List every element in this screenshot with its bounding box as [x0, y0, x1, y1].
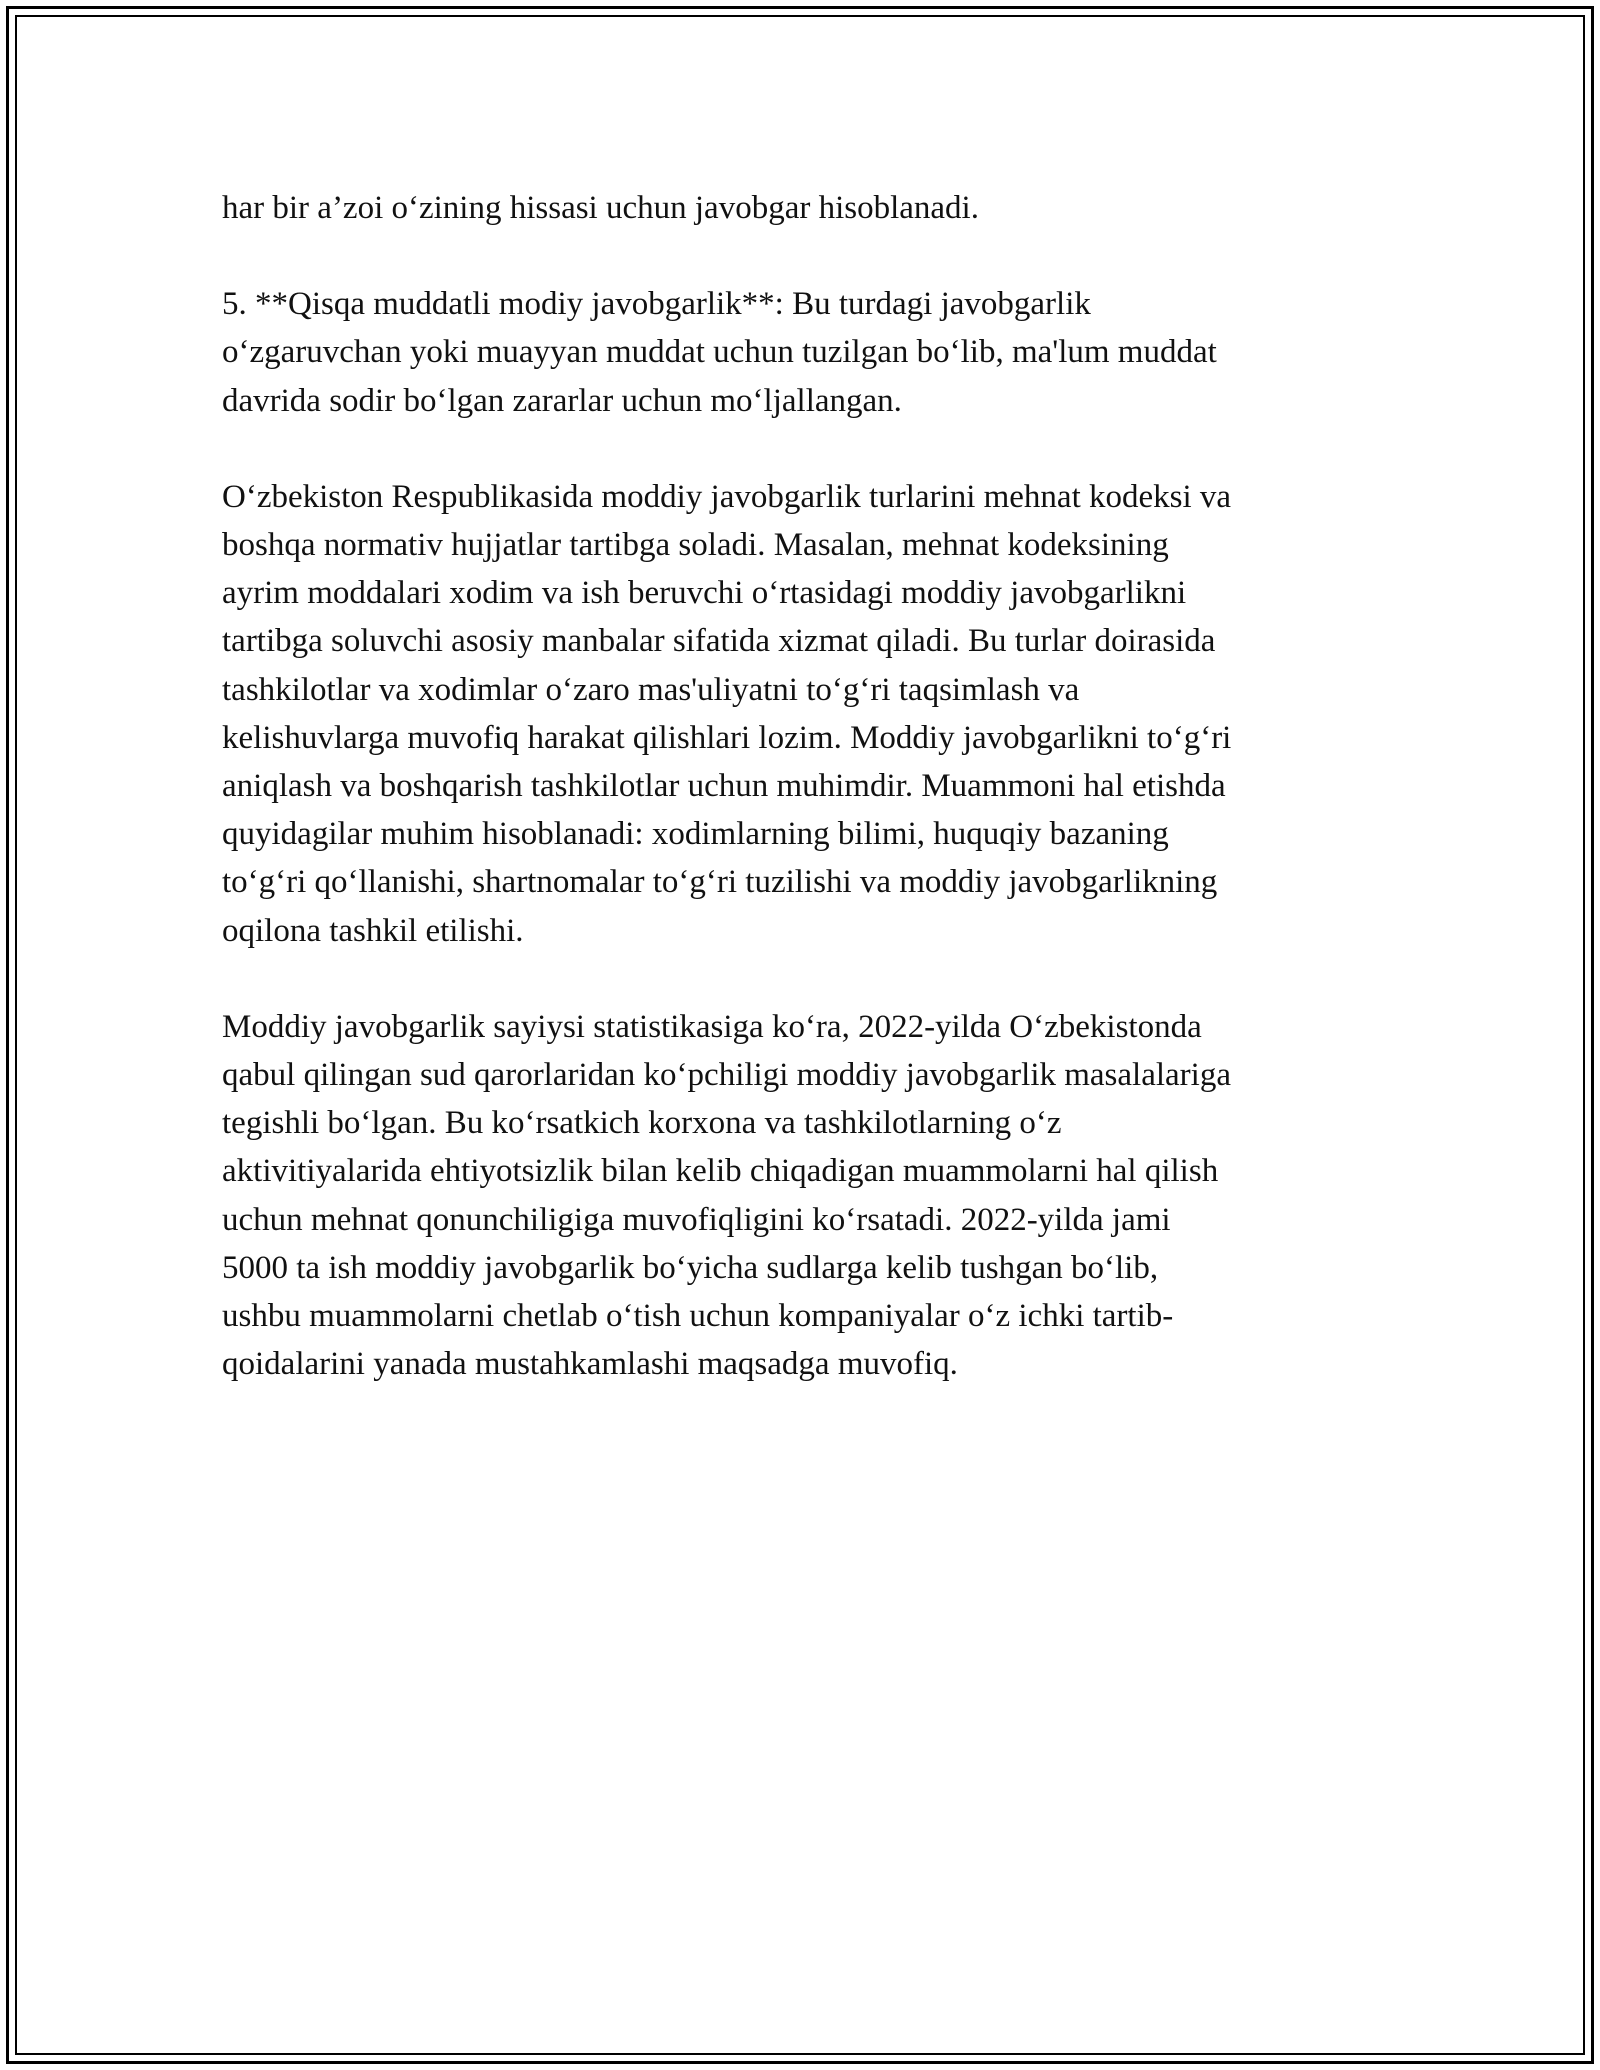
- paragraph-statistics: Moddiy javobgarlik sayiysi statistikasiga ko‘ra, 2022-yilda O‘zbekistonda qabul qilingan sud qarorlaridan ko‘pchiligi moddiy javobgarlik masalalariga tegishli bo‘lgan. Bu ko‘rsatkich korxona va tashkilotlarning o‘z aktivitiyalarida ehtiyotsizlik bilan kelib chiqadigan muammolarni hal qilish uchun mehnat qonunchiligiga muvofiqligini ko‘rsatadi. 2022-yilda jami 5000 ta ish moddiy javobgarlik bo‘yicha sudlarga kelib tushgan bo‘lib, ushbu muammolarni chetlab o‘tish uchun kompaniyalar o‘z ichki tartib- qoidalarini yanada mustahkamlashi maqsadga muvofiq.: [222, 1008, 1231, 1383]
- document-body: [222, 184, 1382, 1436]
- paragraph-legal-regulation: O‘zbekiston Respublikasida moddiy javobgarlik turlarini mehnat kodeksi va boshqa normativ hujjatlar tartibga soladi. Masalan, mehnat kodeksining ayrim moddalari xodim va ish beruvchi o‘rtasidagi moddiy javobgarlikni tartibga soluvchi asosiy manbalar sifatida xizmat qiladi. Bu turlar doirasida tashkilotlar va xodimlar o‘zaro mas'uliyatni to‘g‘ri taqsimlash va kelishuvlarga muvofiq harakat qilishlari lozim. Moddiy javobgarlikni to‘g‘ri aniqlash va boshqarish tashkilotlar uchun muhimdir. Muammoni hal etishda quyidagilar muhim hisoblanadi: xodimlarning bilimi, huquqiy bazaning to‘g‘ri qo‘llanishi, shartnomalar to‘g‘ri tuzilishi va moddiy javobgarlikning oqilona tashkil etilishi.: [222, 478, 1232, 949]
- paragraph-short-term-liability: 5. **Qisqa muddatli modiy javobgarlik**: Bu turdagi javobgarlik o‘zgaruvchan yoki muayyan muddat uchun tuzilgan bo‘lib, ma'lum muddat davrida sodir bo‘lgan zararlar uchun mo‘ljallangan.: [222, 286, 1217, 419]
- paragraph-continuation: har bir a’zoi o‘zining hissasi uchun javobgar hisoblanadi.: [222, 190, 979, 226]
